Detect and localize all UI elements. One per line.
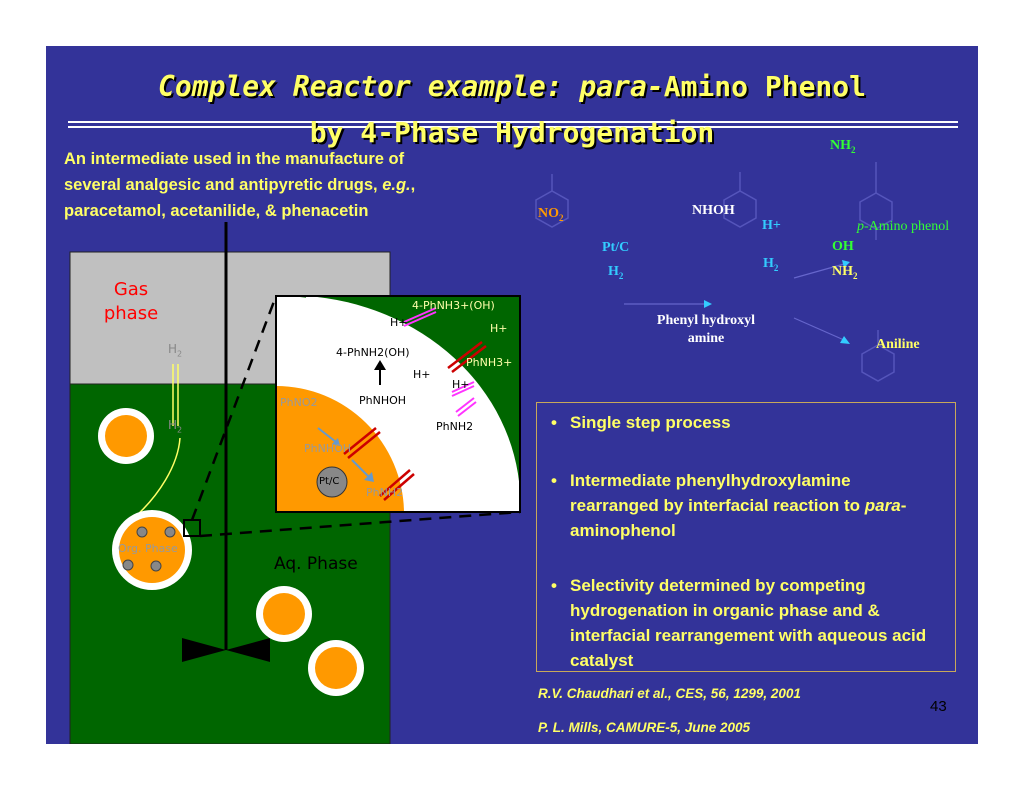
bullet-dot: • [551,576,557,595]
slide [46,46,978,744]
inset-phno2: PhNO2 [280,396,318,409]
reference-1: R.V. Chaudhari et al., CES, 56, 1299, 2001 [538,686,801,701]
inset-ptc: Pt/C [319,476,340,487]
catalyst-particle-4 [151,561,161,571]
droplet-3 [315,647,357,689]
p-aminophenol-label: p-Amino phenol [857,219,950,234]
bullet-1-text: Single step process [570,413,731,432]
reference-2: P. L. Mills, CAMURE-5, June 2005 [538,720,751,735]
bullet-box [536,402,956,672]
droplet-2 [263,593,305,635]
inset-phnhoh-interface: PhNHOH [359,394,407,407]
bullet-3-text: Selectivity determined by competing hydrogenation in organic phase and & interfacial rearrangement with aqueous acid catalyst [570,576,927,670]
no2-label: $NO_2$ [538,206,564,223]
inset-h-plus-4: H+ [452,378,470,391]
inset-aminophenol: 4-PhNH2(OH) [336,346,410,359]
phenyl-hydroxyl-line2: amine [687,331,725,346]
intro-line-1: An intermediate used in the manufacture of [64,150,405,168]
intro-line-2a: several analgesic and antipyretic drugs, [64,176,383,194]
inset-h-plus-2: H+ [490,322,508,335]
catalyst-particle-1 [137,527,147,537]
h2-upper-label: $H_2$ [608,264,624,281]
bullet-dot: • [551,471,557,490]
gas-phase-label [86,278,176,326]
intro-line-2b: , [410,176,416,194]
org-phase-label: Org. Phase [118,542,178,555]
title-rest-part: Amino Phenol [663,70,867,103]
inset-h-plus-3: H+ [413,368,431,381]
bullet-2-text: Intermediate phenylhydroxylamine rearranged by interfacial reaction to para-aminophenol [570,471,907,540]
oh-label: OH [832,239,854,254]
inset-phnh3: PhNH3+ [466,356,513,369]
inset-phnh2-org: PhNH2 [366,486,404,499]
slide-title-line2: by 4-Phase Hydrogenation [309,116,715,149]
page-number: 43 [930,698,947,715]
catalyst-particle-2 [165,527,175,537]
h2-lower-label: $H_2$ [763,256,779,273]
bullet-dot: • [551,413,557,432]
inset-phnh2-aq: PhNH2 [436,420,474,433]
inset-h-plus-1: H+ [390,316,408,329]
intro-eg: e.g. [382,176,411,194]
nhoh-label: NHOH [692,203,735,218]
h2-liquid-label: $H_2$ [168,418,183,435]
aq-phase-label: Aq. Phase [274,554,358,574]
catalyst-particle-3 [123,560,133,570]
droplet-1 [105,415,147,457]
nh2-bottom-label: $NH_2$ [832,264,858,281]
gas-phase-label-line1: Gas [113,279,149,300]
catalyst-label: Pt/C [602,240,630,255]
h-plus-label: H+ [762,218,781,233]
inset-phnhoh-org: PhNHOH [304,442,352,455]
gas-phase-label-line2: phase [103,303,159,324]
title-italic-part: Complex Reactor example: para- [157,70,664,103]
phenyl-hydroxyl-line1: Phenyl hydroxyl [656,313,756,328]
inset-top-ion: 4-PhNH3+(OH) [412,299,495,312]
intro-line-3: paracetamol, acetanilide, & phenacetin [64,202,369,220]
aniline-label: Aniline [876,337,920,352]
h2-gas-label: $H_2$ [168,342,183,359]
nh2-top-label: $NH_2$ [830,138,856,155]
